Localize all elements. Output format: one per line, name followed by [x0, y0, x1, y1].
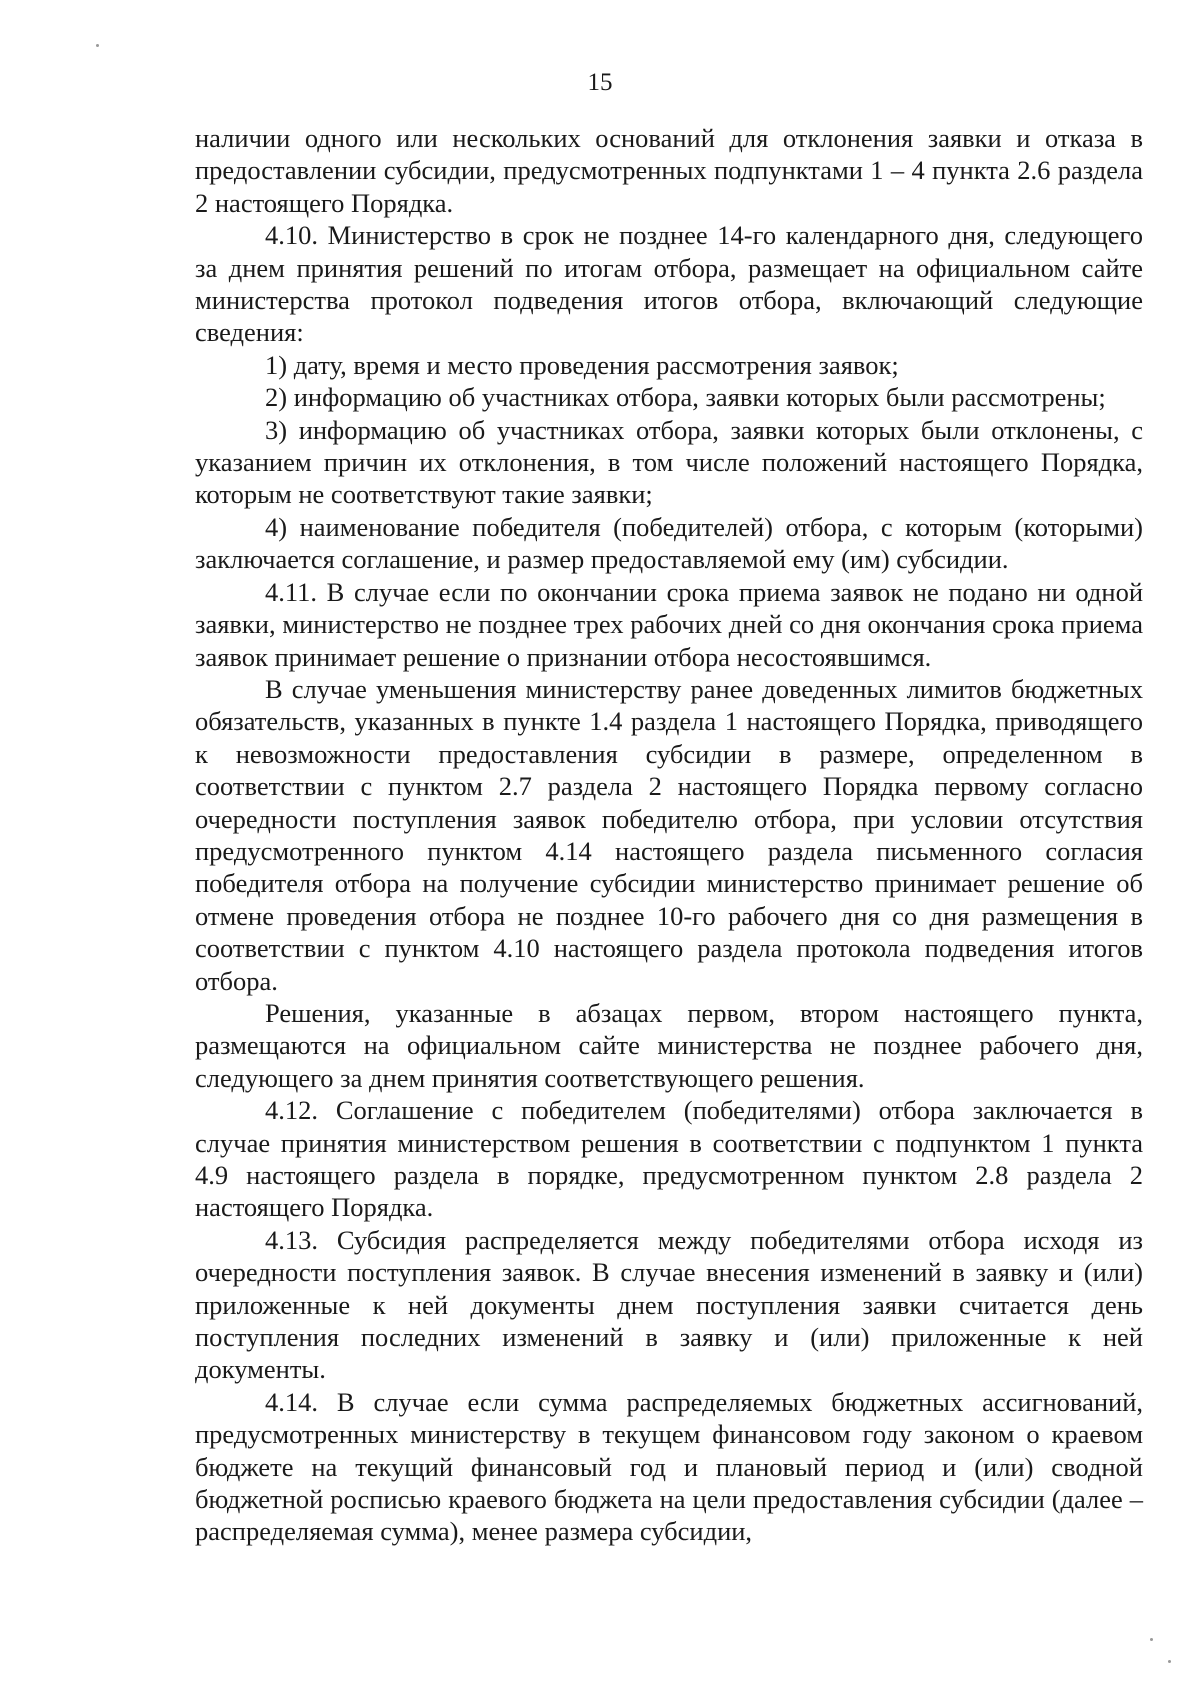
list-item-1: 1) дату, время и место проведения рассмотрения заявок; — [265, 349, 899, 380]
paragraph-continuation: наличии одного или нескольких оснований для отклонения заявки и отказа в предоставлении субсидии, предусмотренных подпунктами 1 – 4 пункта 2.6 раздела 2 настоящего Порядка. — [195, 123, 1143, 218]
list-item-3: 3) информацию об участниках отбора, заявки которых были отклонены, с указанием причин их отклонения, в том числе положений настоящего Порядка, которым не соответствуют такие заявки; — [195, 414, 1143, 510]
paragraph-4-12: 4.12. Соглашение с победителем (победителями) отбора заключается в случае принятия министерством решения в соответствии с подпунктом 1 пункта 4.9 настоящего раздела в порядке, предусмотренном пунктом 2.8 раздела 2 настоящего Порядка. — [195, 1095, 1143, 1223]
scan-speck — [1168, 1660, 1171, 1663]
paragraph-4-13: 4.13. Субсидия распределяется между победителями отбора исходя из очередности поступления заявок. В случае внесения изменений в заявку и (или) приложенные к ней документы днем поступления заявки считается день поступления последних изменений в заявку и (или) приложенные к ней документы. — [195, 1224, 1143, 1385]
paragraph-4-11: 4.11. В случае если по окончании срока приема заявок не подано ни одной заявки, министерство не позднее трех рабочих дней со дня окончания срока приема заявок принимает решение о признании отбора несостоявшимся. — [195, 576, 1143, 672]
scan-speck — [1150, 1638, 1153, 1641]
page-number: 15 — [587, 69, 613, 96]
scan-speck — [96, 44, 99, 47]
list-item-2: 2) информацию об участниках отбора, заявки которых были рассмотрены; — [265, 382, 1106, 413]
paragraph-4-10: 4.10. Министерство в срок не позднее 14-го календарного дня, следующего за днем принятия решений по итогам отбора, размещает на официальном сайте министерства протокол подведения итогов отбора, включающий следующие сведения: — [195, 220, 1143, 348]
paragraph-4-11-third: Решения, указанные в абзацах первом, втором настоящего пункта, размещаются на официальном сайте министерства не позднее рабочего дня, следующего за днем принятия соответствующего решения. — [195, 997, 1143, 1093]
document-body — [195, 122, 1143, 1548]
list-item-4: 4) наименование победителя (победителей) отбора, с которым (которыми) заключается соглашение, и размер предоставляемой ему (им) субсидии. — [195, 511, 1143, 575]
paragraph-4-11-second: В случае уменьшения министерству ранее доведенных лимитов бюджетных обязательств, указанных в пункте 1.4 раздела 1 настоящего Порядка, приводящего к невозможности предоставления субсидии в размере, определенном в соответствии с пунктом 2.7 раздела 2 настоящего Порядка первому согласно очередности поступления заявок победителю отбора, при условии отсутствия предусмотренного пунктом 4.14 настоящего раздела письменного согласия победителя отбора на получение субсидии министерство принимает решение об отмене проведения отбора не позднее 10-го рабочего дня со дня размещения в соответствии с пунктом 4.10 настоящего раздела протокола подведения итогов отбора. — [195, 673, 1143, 996]
paragraph-4-14: 4.14. В случае если сумма распределяемых бюджетных ассигнований, предусмотренных министерству в текущем финансовом году законом о краевом бюджете на текущий финансовый год и плановый период и (или) сводной бюджетной росписью краевого бюджета на цели предоставления субсидии (далее – распределяемая сумма), менее размера субсидии, — [195, 1386, 1143, 1547]
